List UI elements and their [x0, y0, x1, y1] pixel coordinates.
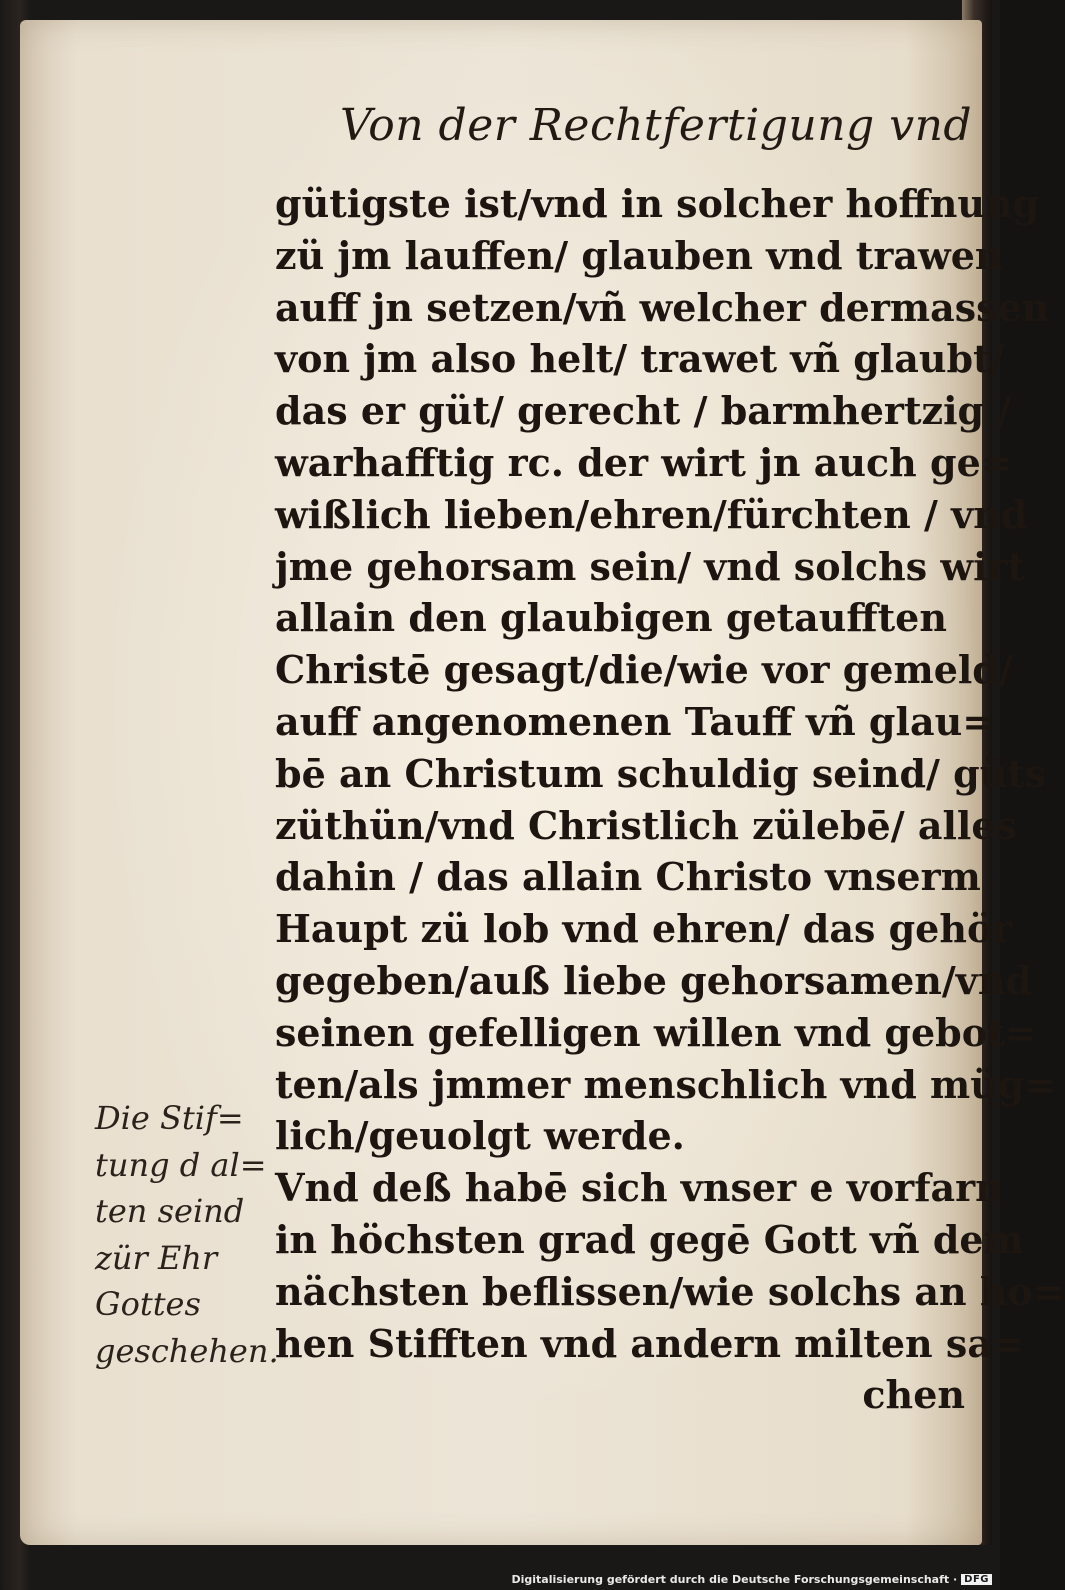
book-page: [20, 20, 1065, 1545]
text-line: gegeben/auß liebe gehorsamen/vnd: [275, 957, 1033, 1003]
text-line: Christē gesagt/die/wie vor gemeld/: [275, 647, 1013, 693]
text-line: allain den glaubigen getaufften: [275, 595, 947, 641]
text-line: dahin / das allain Christo vnserm: [275, 854, 981, 900]
digitization-footer: [511, 1573, 992, 1586]
text-line: jme gehorsam sein/ vnd solchs wirt: [275, 543, 1026, 589]
text-line: zü jm lauffen/ glauben vnd trawen: [275, 232, 1003, 278]
text-line: hen Stifften vnd andern milten sa=: [275, 1320, 1024, 1366]
dfg-logo: DFG: [961, 1574, 992, 1585]
text-line: gütigste ist/vnd in solcher hoffnung: [275, 181, 1040, 226]
text-line: seinen gefelligen willen vnd gebot=: [275, 1009, 1037, 1055]
text-line: das er güt/ gerecht / barmhertzig /: [275, 388, 1012, 434]
text-line: züthün/vnd Christlich zülebē/ alles: [275, 802, 1017, 848]
margin-line: tung d al=: [95, 1145, 267, 1184]
running-head: Von der Rechtfertigung vnd: [340, 100, 973, 151]
text-line: Haupt zü lob vnd ehren/ das gehör: [275, 906, 1013, 952]
text-line: nächsten beflissen/wie solchs an ho=: [275, 1268, 1065, 1314]
text-line: auff angenomenen Tauff vñ glau=: [275, 698, 995, 744]
text-line: warhafftig rc. der wirt jn auch ge=: [275, 439, 1013, 485]
margin-line: Die Stif=: [95, 1099, 244, 1137]
margin-line: geschehen.: [95, 1331, 279, 1370]
catchword: chen: [862, 1372, 965, 1418]
text-line: lich/geuolgt werde.: [275, 1113, 685, 1159]
text-line: Vnd deß habē sich vnser e vorfarn: [275, 1165, 1003, 1211]
footer-credit: Digitalisierung gefördert durch die Deutsche Forschungsgemeinschaft ·: [511, 1573, 958, 1586]
text-line: bē an Christum schuldig seind/ güts: [275, 750, 1047, 796]
margin-line: ten seind: [95, 1192, 245, 1230]
margin-line: zür Ehr: [95, 1238, 218, 1277]
text-line: in höchsten grad gegē Gott vñ dem: [275, 1216, 1024, 1262]
margin-line: Gottes: [95, 1285, 201, 1323]
text-line: auff jn setzen/vñ welcher dermassen: [275, 284, 1050, 330]
text-line: ten/als jmmer menschlich vnd müg=: [275, 1061, 1057, 1107]
margin-note: [95, 1095, 280, 1374]
text-line: von jm also helt/ trawet vñ glaubt/: [275, 336, 1005, 382]
text-line: wißlich lieben/ehren/fürchten / vnd: [275, 491, 1028, 537]
body-text: [275, 178, 1065, 1421]
